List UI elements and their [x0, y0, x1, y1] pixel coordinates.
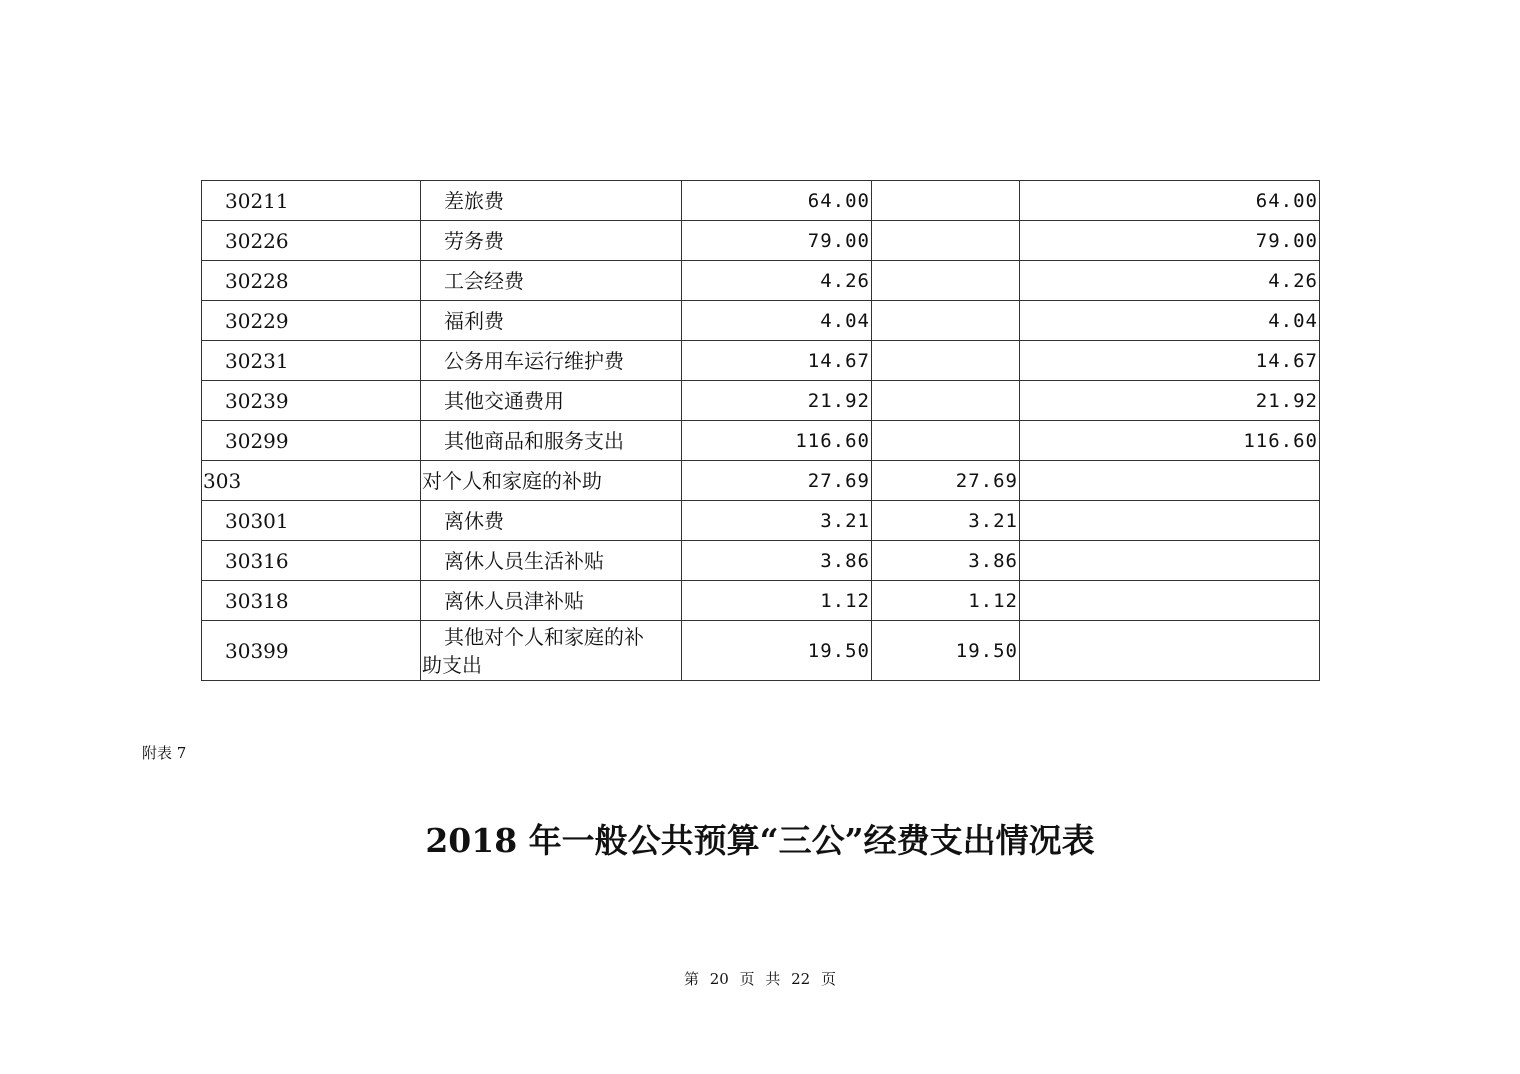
item-name: 对个人和家庭的补助	[421, 461, 682, 501]
table-row	[202, 341, 1320, 381]
item-name: 其他商品和服务支出	[421, 421, 682, 461]
economic-code: 30399	[202, 621, 421, 681]
item-name: 劳务费	[421, 221, 682, 261]
item-name: 福利费	[421, 301, 682, 341]
basic-amount	[872, 301, 1020, 341]
economic-code: 30299	[202, 421, 421, 461]
total-amount: 19.50	[682, 621, 872, 681]
item-name-line-1: 其他对个人和家庭的补	[444, 624, 644, 649]
item-name: 差旅费	[421, 181, 682, 221]
project-amount: 79.00	[1020, 221, 1320, 261]
item-name: 工会经费	[421, 261, 682, 301]
page-number-footer: 第 20 页 共 22 页	[683, 970, 836, 988]
table-row	[202, 621, 1320, 681]
total-amount: 4.04	[682, 301, 872, 341]
basic-amount: 19.50	[872, 621, 1020, 681]
economic-code: 30239	[202, 381, 421, 421]
basic-amount: 27.69	[872, 461, 1020, 501]
economic-code: 30229	[202, 301, 421, 341]
basic-amount: 1.12	[872, 581, 1020, 621]
item-name: 公务用车运行维护费	[421, 341, 682, 381]
economic-code: 30316	[202, 541, 421, 581]
project-amount	[1020, 541, 1320, 581]
item-name: 离休人员生活补贴	[421, 541, 682, 581]
page-title: 2018 年一般公共预算“三公”经费支出情况表	[425, 821, 1095, 860]
table-row	[202, 581, 1320, 621]
economic-code: 30211	[202, 181, 421, 221]
economic-code: 30301	[202, 501, 421, 541]
table-row	[202, 541, 1320, 581]
attachment-label: 附表 7	[142, 744, 187, 762]
total-amount: 21.92	[682, 381, 872, 421]
table-row	[202, 461, 1320, 501]
basic-amount	[872, 421, 1020, 461]
item-name	[421, 621, 682, 681]
total-amount: 79.00	[682, 221, 872, 261]
budget-expenditure-table	[201, 180, 1320, 681]
table-row	[202, 181, 1320, 221]
economic-code: 30226	[202, 221, 421, 261]
total-amount: 3.86	[682, 541, 872, 581]
project-amount	[1020, 621, 1320, 681]
basic-amount	[872, 261, 1020, 301]
table-row	[202, 501, 1320, 541]
basic-amount: 3.86	[872, 541, 1020, 581]
total-amount: 4.26	[682, 261, 872, 301]
project-amount: 64.00	[1020, 181, 1320, 221]
table-row	[202, 301, 1320, 341]
table-row	[202, 221, 1320, 261]
item-name: 离休人员津补贴	[421, 581, 682, 621]
basic-amount: 3.21	[872, 501, 1020, 541]
table-row	[202, 381, 1320, 421]
economic-code: 303	[202, 461, 421, 501]
project-amount: 21.92	[1020, 381, 1320, 421]
basic-amount	[872, 381, 1020, 421]
economic-code: 30228	[202, 261, 421, 301]
project-amount	[1020, 501, 1320, 541]
project-amount: 4.26	[1020, 261, 1320, 301]
total-amount: 64.00	[682, 181, 872, 221]
basic-amount	[872, 221, 1020, 261]
project-amount: 116.60	[1020, 421, 1320, 461]
project-amount	[1020, 581, 1320, 621]
table-row	[202, 261, 1320, 301]
basic-amount	[872, 341, 1020, 381]
economic-code: 30318	[202, 581, 421, 621]
total-amount: 14.67	[682, 341, 872, 381]
item-name: 其他交通费用	[421, 381, 682, 421]
item-name-line-2: 助支出	[422, 652, 482, 677]
table-row	[202, 421, 1320, 461]
item-name: 离休费	[421, 501, 682, 541]
project-amount	[1020, 461, 1320, 501]
project-amount: 14.67	[1020, 341, 1320, 381]
total-amount: 27.69	[682, 461, 872, 501]
basic-amount	[872, 181, 1020, 221]
total-amount: 116.60	[682, 421, 872, 461]
total-amount: 3.21	[682, 501, 872, 541]
total-amount: 1.12	[682, 581, 872, 621]
project-amount: 4.04	[1020, 301, 1320, 341]
economic-code: 30231	[202, 341, 421, 381]
